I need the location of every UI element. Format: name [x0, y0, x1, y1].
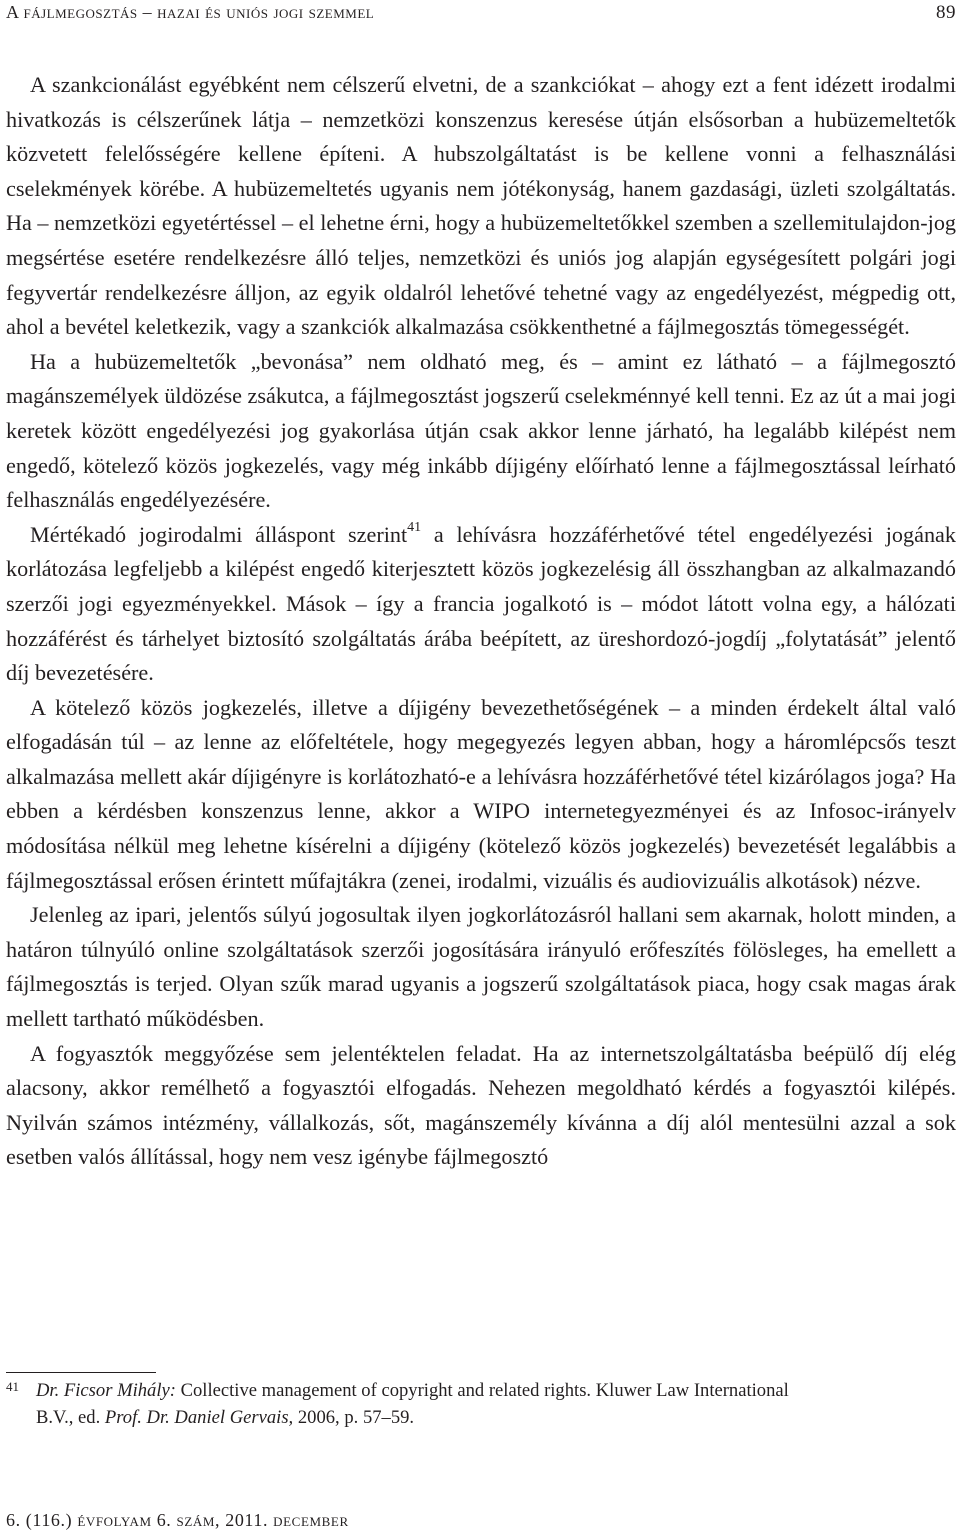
paragraph — [6, 518, 956, 691]
body-text — [6, 68, 956, 1175]
page-number: 89 — [936, 2, 956, 23]
footnote-text: 2006, p. 57–59. — [293, 1407, 415, 1428]
running-footer: 6. (116.) évfolyam 6. szám, 2011. december — [6, 1510, 349, 1530]
footnote-editor: Prof. Dr. Daniel Gervais, — [104, 1407, 294, 1428]
footnote-reference[interactable]: 41 — [407, 520, 422, 536]
footnote-line-2 — [6, 1404, 956, 1431]
footnote-author: Dr. Ficsor Mihály: — [36, 1380, 176, 1401]
footnote-text: Collective management of copyright and related rights. Kluwer Law International — [175, 1380, 789, 1401]
paragraph: A fogyasztók meggyőzése sem jelentéktelen feladat. Ha az internetszolgáltatásba beépülő díj elég alacsony, akkor remélhető a fogyasztói elfogadás. Nehezen megoldható kérdés a fogyasztói kilépés. Nyilván számos intézmény, vállalkozás, sőt, magánszemély kívánna a díj alól mentesülni azzal a sok esetben valós állítással, hogy nem vesz igénybe fájlmegosztó — [6, 1040, 956, 1170]
running-title: A fájlmegosztás – hazai és uniós jogi szemmel — [6, 2, 375, 22]
footnote-body — [36, 1380, 789, 1401]
running-header — [6, 2, 956, 28]
footnote-text: B.V., ed. — [36, 1407, 105, 1428]
paragraph: Jelenleg az ipari, jelentős súlyú jogosultak ilyen jogkorlátozásról hallani sem akarnak, holott minden, a határon túlnyúló online szolgáltatások szerzői jogosítására irányuló erőfeszítés fölösleges, ha emellett a fájlmegosztás is terjed. Olyan szűk marad ugyanis a jogszerű szolgáltatások piaca, hogy csak magas árak mellett tartható működésben. — [6, 902, 956, 1032]
paragraph-text: a lehívásra hozzáférhetővé tétel engedélyezési jogának korlátozása legfeljebb a kilépést engedő kiterjesztett közös jogkezelésig áll összhangban az alkalmazandó szerzői jogi egyezményekkel. Mások – így a francia jogalkotó is – módot látott volna egy, a hálózati hozzáférést és tárhelyet biztosító szolgáltatás árába beépített, az üreshordozó-jogdíj „folytatását” jelentő díj bevezetésére. — [6, 521, 956, 686]
paragraph-text: Mértékadó jogirodalmi álláspont szerint — [30, 521, 408, 547]
paragraph: Ha a hubüzemeltetők „bevonása” nem oldható meg, és – amint ez látható – a fájlmegosztó magánszemélyek üldözése zsákutca, a fájlmegosztást jogszerű cselekménnyé kell tenni. Ez az út a mai jogi keretek között engedélyezési jog gyakorlása útján csak akkor lenne járható, ha legalább kilépést nem engedő, kötelező közös jogkezelés, vagy még inkább díjigény előírható lenne a fájlmegosztással leírható felhasználás engedélyezésére. — [6, 348, 956, 513]
footnote-number: 41 — [6, 1379, 19, 1394]
paragraph: A szankcionálást egyébként nem célszerű elvetni, de a szankciókat – ahogy ezt a fent idézett irodalmi hivatkozás is célszerűnek látja – nemzetközi konszenzus keresése útján elsősorban a hubüzemeltetők közvetett felelősségére kellene építeni. A hubszolgáltatást is be kellene vonni a felhasználási cselekmények körébe. A hubüzemeltetés ugyanis nem jótékonyság, hanem gazdasági, üzleti szolgáltatás. Ha – nemzetközi egyetértéssel – el lehetne érni, hogy a hubüzemeltetőkkel szemben a szellemitulajdon-jog megsértése esetére rendelkezésre álló teljes, nemzetközi és uniós jog alapján egységesített polgári jogi fegyvertár rendelkezésre álljon, az egyik oldalról lehetővé tehetné vagy az engedélyezést, mégpedig ott, ahol a bevétel keletkezik, vagy a szankciók alkalmazása csökkenthetné a fájlmegosztás tömegességét. — [6, 72, 957, 340]
paragraph: A kötelező közös jogkezelés, illetve a díjigény bevezethetőségének – a minden érdekelt által való elfogadásán túl – az lenne az előfeltétele, hogy megegyezés legyen abban, hogy a háromlépcsős teszt alkalmazása mellett akár díjigényre is korlátozható-e a lehívásra hozzáférhetővé tétel kizárólagos joga? Ha ebben a kérdésben konszenzus lenne, akkor a WIPO internetegyezményei és az Infosoc-irányelv módosítása nélkül meg lehetne kísérelni a díjigény (kötelező közös jogkezelés) bevezetését legalábbis a fájlmegosztással erősen érintett műfajtákra (zenei, irodalmi, vizuális és audiovizuális alkotások) nézve. — [6, 694, 956, 893]
footnote — [6, 1377, 956, 1431]
